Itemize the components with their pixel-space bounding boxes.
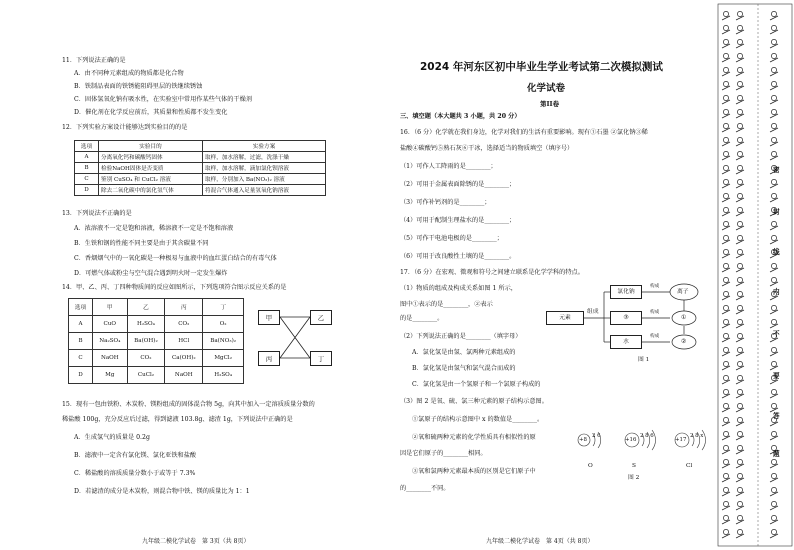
seal-pattern-mark [723, 67, 728, 72]
fig1-build-label: 构成 [650, 334, 660, 339]
seal-pattern-mark [771, 403, 776, 408]
seal-pattern-mark [723, 263, 728, 268]
seal-pattern-mark [737, 431, 742, 436]
seal-pattern-mark [771, 235, 776, 240]
q12-header: 选项 [75, 141, 99, 152]
q12-cell: 检验NaOH固体是否变质 [99, 163, 203, 174]
seal-pattern-mark [723, 515, 728, 520]
seal-pattern-mark [723, 53, 728, 58]
seal-pattern-mark [771, 389, 776, 394]
q17-sub3-3b: 的________不同。 [400, 485, 450, 492]
seal-pattern-mark [723, 403, 728, 408]
seal-pattern-mark [737, 235, 742, 240]
oxygen-nucleus: +8 [579, 437, 587, 443]
q14-cell: Ba(NO₃)₂ [203, 333, 244, 350]
sulfur-shells: 2 8 6 [640, 433, 654, 439]
q14-cell: CuCl₂ [127, 367, 165, 384]
q15-option-b: B．滤液中一定含有氯化镁、氯化亚铁和盐酸 [74, 452, 197, 459]
seal-pattern-mark [771, 319, 776, 324]
seal-pattern-mark [737, 179, 742, 184]
table-row [75, 152, 326, 163]
q14-table [68, 298, 244, 384]
seal-pattern-mark [771, 53, 776, 58]
seal-pattern-mark [737, 95, 742, 100]
seal-pattern-mark [723, 39, 728, 44]
fig1-compose-label: 组成 [587, 309, 599, 315]
seal-pattern-mark [771, 347, 776, 352]
q14-cell: Na₂SO₄ [93, 333, 128, 350]
q14-cell: HCl [165, 333, 203, 350]
seal-pattern-mark [737, 137, 742, 142]
q11-option-a: A．由不同种元素组成的物质都是化合物 [74, 70, 184, 77]
seal-pattern-mark [737, 207, 742, 212]
seal-pattern-mark [771, 459, 776, 464]
chlorine-shells: 2 8 x [690, 433, 704, 439]
q14-header: 丁 [203, 299, 244, 316]
seal-pattern-mark [737, 39, 742, 44]
seal-pattern-mark [771, 95, 776, 100]
q12-cell: 取样，分别加入 Ba(NO₃)₂ 溶液 [203, 174, 326, 185]
seal-pattern-mark [723, 501, 728, 506]
q11-stem: 11．下列说法正确的是 [62, 57, 126, 64]
seal-pattern-mark [737, 361, 742, 366]
fig1-circle-2: ② [681, 339, 687, 345]
q12-cell: 分离氧化钙和碳酸钙固体 [99, 152, 203, 163]
seal-pattern-mark [737, 193, 742, 198]
left-footer: 九年级二模化学试卷 第 3页（共 8页） [142, 538, 250, 545]
oxygen-label: O [588, 463, 593, 469]
fig1-box-3: ③ [610, 311, 642, 325]
seal-char: 密 [773, 166, 780, 174]
seal-pattern-mark [723, 487, 728, 492]
seal-pattern-mark [737, 151, 742, 156]
q16-line2: 盐酸④碳酸钙⑤熟石灰⑥干冰，选择适当的物质填空（填序号） [400, 145, 574, 152]
seal-pattern-mark [737, 529, 742, 534]
q14-header: 丙 [165, 299, 203, 316]
seal-pattern-mark [771, 123, 776, 128]
seal-pattern-mark [723, 221, 728, 226]
q14-cell: O₂ [203, 316, 244, 333]
q14-cell: CO₂ [127, 350, 165, 367]
seal-pattern-mark [723, 11, 728, 16]
seal-pattern-mark [771, 151, 776, 156]
q15-option-c: C．稀盐酸的溶质质量分数小于或等于 7.3% [74, 470, 196, 477]
seal-strip [716, 0, 794, 550]
q14-cell: Ba(OH)₂ [127, 333, 165, 350]
seal-pattern-mark [723, 361, 728, 366]
seal-pattern-mark [737, 305, 742, 310]
q14-cell: NaOH [93, 350, 128, 367]
seal-pattern-mark [723, 389, 728, 394]
diagram-node-ding: 丁 [310, 351, 332, 366]
seal-pattern-mark [737, 109, 742, 114]
table-row [69, 350, 244, 367]
seal-pattern-mark [771, 179, 776, 184]
right-footer: 九年级二模化学试卷 第 4页（共 8页） [486, 538, 594, 545]
seal-pattern-mark [771, 137, 776, 142]
seal-pattern-mark [723, 249, 728, 254]
q14-cell: D [69, 367, 93, 384]
seal-pattern-mark [771, 67, 776, 72]
q16-item-2: （2）可用于金属表面除锈的是________； [400, 181, 516, 188]
q12-cell: 鉴别 CuSO₄ 和 CuCl₂ 溶液 [99, 174, 203, 185]
q14-cell: A [69, 316, 93, 333]
seal-pattern-mark [737, 501, 742, 506]
seal-pattern-mark [723, 235, 728, 240]
table-row [75, 174, 326, 185]
seal-pattern-mark [771, 487, 776, 492]
seal-pattern-mark [771, 11, 776, 16]
q14-cell: CuO [93, 316, 128, 333]
seal-pattern-mark [723, 529, 728, 534]
q17-line1: 17．（6 分）在宏观、微观和符号之间建立联系是化学学科的特点。 [400, 269, 584, 276]
seal-pattern-mark [737, 165, 742, 170]
fig1-ion-label: 离子 [677, 289, 689, 295]
seal-pattern-mark [737, 347, 742, 352]
q13-option-a: A．浓溶液不一定是饱和溶液，稀溶液不一定是不饱和溶液 [74, 225, 234, 232]
table-row [69, 367, 244, 384]
seal-pattern-mark [737, 123, 742, 128]
q13-stem: 13．下列说法不正确的是 [62, 210, 132, 217]
q17-sub1-b: 图中①表示的是________，②表示 [400, 301, 493, 308]
table-row [69, 333, 244, 350]
diagram-node-bing: 丙 [258, 351, 280, 366]
q16-item-5: （5）可作干电池电极的是________； [400, 235, 503, 242]
chlorine-nucleus: +17 [675, 437, 687, 443]
seal-pattern-mark [771, 25, 776, 30]
fig1-build-label: 构成 [650, 310, 660, 315]
q12-cell: 将混合气体通入足量氢氧化钠溶液 [203, 185, 326, 196]
q12-cell: 取样，加水溶解，滴加氯化钡溶液 [203, 163, 326, 174]
seal-pattern-mark [737, 487, 742, 492]
seal-pattern-mark [771, 221, 776, 226]
seal-pattern-mark [737, 25, 742, 30]
q12-cell: D [75, 185, 99, 196]
q12-cell: 除去二氧化碳中的氯化氢气体 [99, 185, 203, 196]
seal-pattern-mark [723, 137, 728, 142]
seal-pattern-mark [723, 151, 728, 156]
seal-pattern-mark [771, 39, 776, 44]
q14-header: 选项 [69, 299, 93, 316]
q12-stem: 12．下列实验方案设计能够达到实验目的的是 [62, 124, 188, 131]
q12-cell: C [75, 174, 99, 185]
seal-pattern-mark [723, 333, 728, 338]
table-row [75, 163, 326, 174]
q14-header: 甲 [93, 299, 128, 316]
q12-header: 实验方案 [203, 141, 326, 152]
q16-item-6: （6）可用于改良酸性土壤的是________。 [400, 253, 516, 260]
q17-option-b: B．氯化氢是由氢气和氯气混合而成的 [412, 365, 516, 372]
q13-option-b: B．生铁和钢的性能不同主要是由于其含碳量不同 [74, 240, 209, 247]
volume-label: 第II卷 [540, 100, 560, 108]
fig2-caption: 图 2 [628, 475, 640, 481]
seal-pattern-mark [723, 417, 728, 422]
seal-pattern-mark [737, 291, 742, 296]
subject-title: 化学试卷 [527, 83, 566, 94]
seal-pattern-mark [737, 249, 742, 254]
q12-cell: 取样，加水溶解，过滤，洗涤干燥 [203, 152, 326, 163]
seal-pattern-mark [737, 221, 742, 226]
seal-pattern-mark [723, 277, 728, 282]
seal-pattern-mark [771, 193, 776, 198]
seal-char: 题 [773, 450, 780, 458]
seal-pattern-mark [723, 123, 728, 128]
seal-pattern-mark [723, 109, 728, 114]
seal-pattern-mark [723, 81, 728, 86]
q11-option-d: D．催化剂在化学反应前后，其质量和性质都不发生变化 [74, 109, 228, 116]
seal-pattern-mark [723, 165, 728, 170]
fig1-nacl-box: 氯化钠 [610, 285, 642, 299]
seal-pattern-mark [737, 333, 742, 338]
q13-option-c: C．香烟烟气中的一氧化碳是一种极易与血液中的血红蛋白结合的有毒气体 [74, 255, 277, 262]
exam-title: 2024 年河东区初中毕业生学业考试第二次模拟测试 [420, 61, 663, 73]
seal-char: 线 [773, 248, 780, 256]
q12-header: 实验目的 [99, 141, 203, 152]
seal-char: 答 [773, 412, 780, 420]
q14-stem: 14．甲、乙、丙、丁四种物质间的反应如图所示，下列选项符合图示反应关系的是 [62, 284, 287, 291]
seal-pattern-mark [771, 109, 776, 114]
seal-pattern-mark [723, 459, 728, 464]
q15-stem-line2: 稀盐酸 100g，充分反应后过滤，得到滤液 103.8g、滤渣 1g，下列说法中正确的是 [62, 416, 293, 423]
seal-pattern-mark [771, 361, 776, 366]
seal-pattern-mark [737, 53, 742, 58]
seal-pattern-mark [723, 347, 728, 352]
q14-cell: Ca(OH)₂ [165, 350, 203, 367]
fig1-caption: 图 1 [638, 357, 650, 363]
seal-pattern-mark [723, 179, 728, 184]
seal-pattern-mark [737, 459, 742, 464]
q14-cell: MgCl₂ [203, 350, 244, 367]
seal-pattern-mark [737, 473, 742, 478]
seal-pattern-mark [737, 277, 742, 282]
q15-option-d: D．若滤渣的成分是木炭粉，则混合物中铁、镁的质量比为 1：1 [74, 488, 250, 495]
figure-2 [570, 420, 710, 500]
q14-cell: H₂SO₄ [203, 367, 244, 384]
seal-pattern-mark [771, 431, 776, 436]
diagram-node-yi: 乙 [310, 310, 332, 325]
seal-char: 要 [773, 372, 780, 380]
chlorine-label: Cl [686, 463, 693, 469]
fig1-build-label: 构成 [650, 284, 660, 289]
q17-sub3-1: ①氯原子的结构示意图中 x 的数值是________。 [412, 416, 544, 423]
q17-sub3-2b: 因是它们原子的________相同。 [400, 450, 487, 457]
q12-table [74, 140, 326, 196]
q15-stem-line1: 15．现有一包由铁粉、木炭粉、镁粉组成的固体混合物 5g，向其中加入一定溶质质量分数的 [62, 401, 315, 408]
q14-cell: CO₂ [165, 316, 203, 333]
q16-item-3: （3）可作补钙剂的是________； [400, 199, 491, 206]
seal-pattern-mark [737, 417, 742, 422]
seal-char: 不 [773, 330, 780, 338]
table-row [75, 185, 326, 196]
q17-option-c: C．氯化氢是由一个氢原子和一个氯原子构成的 [412, 381, 541, 388]
q14-header: 乙 [127, 299, 165, 316]
seal-pattern-mark [723, 473, 728, 478]
seal-pattern-mark [771, 473, 776, 478]
section-heading: 三、填空题（本大题共 3 小题，共 20 分） [400, 113, 521, 120]
q15-option-a: A．生成氢气的质量是 0.2g [74, 434, 150, 441]
seal-pattern-mark [737, 11, 742, 16]
q11-option-c: C．固体氢氧化钠有吸水性，在实验室中常用作某些气体的干燥剂 [74, 96, 252, 103]
q12-cell: B [75, 163, 99, 174]
q17-sub3-2a: ②氧和硫两种元素的化学性质具有相似性的原 [412, 434, 536, 441]
seal-pattern-mark [737, 445, 742, 450]
seal-char: 内 [773, 288, 780, 296]
seal-pattern-mark [771, 501, 776, 506]
fig1-element-box: 元素 [546, 311, 584, 325]
q16-item-4: （4）可用于配制生理盐水的是________； [400, 217, 516, 224]
q14-cell: Mg [93, 367, 128, 384]
seal-pattern-mark [771, 263, 776, 268]
seal-pattern-mark [771, 81, 776, 86]
q17-sub2: （2）下列说法正确的是________（填字母） [400, 333, 522, 340]
q16-line1: 16．（6 分）化学就在我们身边，化学对我们的生活有重要影响。现有①石墨 ②氯化钠③稀 [400, 129, 648, 136]
seal-char: 封 [773, 208, 780, 216]
q14-cell: NaOH [165, 367, 203, 384]
q14-cell: C [69, 350, 93, 367]
seal-pattern-mark [737, 515, 742, 520]
seal-pattern-mark [723, 375, 728, 380]
table-row [69, 316, 244, 333]
seal-pattern-mark [723, 291, 728, 296]
seal-pattern-mark [737, 403, 742, 408]
seal-pattern-mark [737, 389, 742, 394]
seal-pattern-mark [737, 81, 742, 86]
seal-pattern-mark [723, 445, 728, 450]
q13-option-d: D．可燃气体或粉尘与空气混合遇到明火时一定发生爆炸 [74, 270, 228, 277]
fig1-water-box: 水 [610, 335, 642, 349]
fig1-circle-1: ① [681, 315, 687, 321]
q17-sub3: （3）图 2 是氧、硫、氯三种元素的原子结构示意图。 [400, 398, 548, 405]
q16-item-1: （1）可作人工降雨的是________； [400, 163, 497, 170]
seal-pattern-mark [737, 319, 742, 324]
q17-sub3-3a: ③氧和氯两种元素最本质的区别是它们原子中 [412, 468, 536, 475]
diagram-node-jia: 甲 [258, 310, 280, 325]
q17-sub1-a: （1）物质的组成及构成关系如图 1 所示， [400, 285, 517, 292]
q17-option-a: A．氯化氢是由氢、氯两种元素组成的 [412, 349, 516, 356]
sulfur-label: S [632, 463, 636, 469]
seal-pattern-mark [771, 515, 776, 520]
q17-sub1-c: 的是________。 [400, 315, 444, 322]
oxygen-shells: 2 6 [592, 433, 601, 439]
seal-pattern-mark [771, 529, 776, 534]
seal-pattern-mark [723, 95, 728, 100]
q14-cell: H₂SO₄ [127, 316, 165, 333]
sulfur-nucleus: +16 [625, 437, 637, 443]
q11-option-b: B．铁制品表面的铁锈能阻碍里层的铁继续锈蚀 [74, 83, 203, 90]
seal-pattern-mark [723, 319, 728, 324]
seal-pattern-mark [737, 375, 742, 380]
q14-cell: B [69, 333, 93, 350]
figure-2-arcs [570, 424, 710, 464]
seal-pattern-mark [737, 67, 742, 72]
q14-diagram [258, 302, 332, 372]
seal-pattern-mark [723, 193, 728, 198]
seal-pattern-mark [771, 277, 776, 282]
seal-pattern-mark [723, 25, 728, 30]
figure-1 [546, 278, 712, 370]
seal-border [716, 0, 794, 550]
seal-pattern-mark [771, 305, 776, 310]
q12-cell: A [75, 152, 99, 163]
seal-pattern-mark [737, 263, 742, 268]
seal-pattern-mark [723, 431, 728, 436]
seal-pattern-mark [723, 207, 728, 212]
seal-pattern-mark [723, 305, 728, 310]
